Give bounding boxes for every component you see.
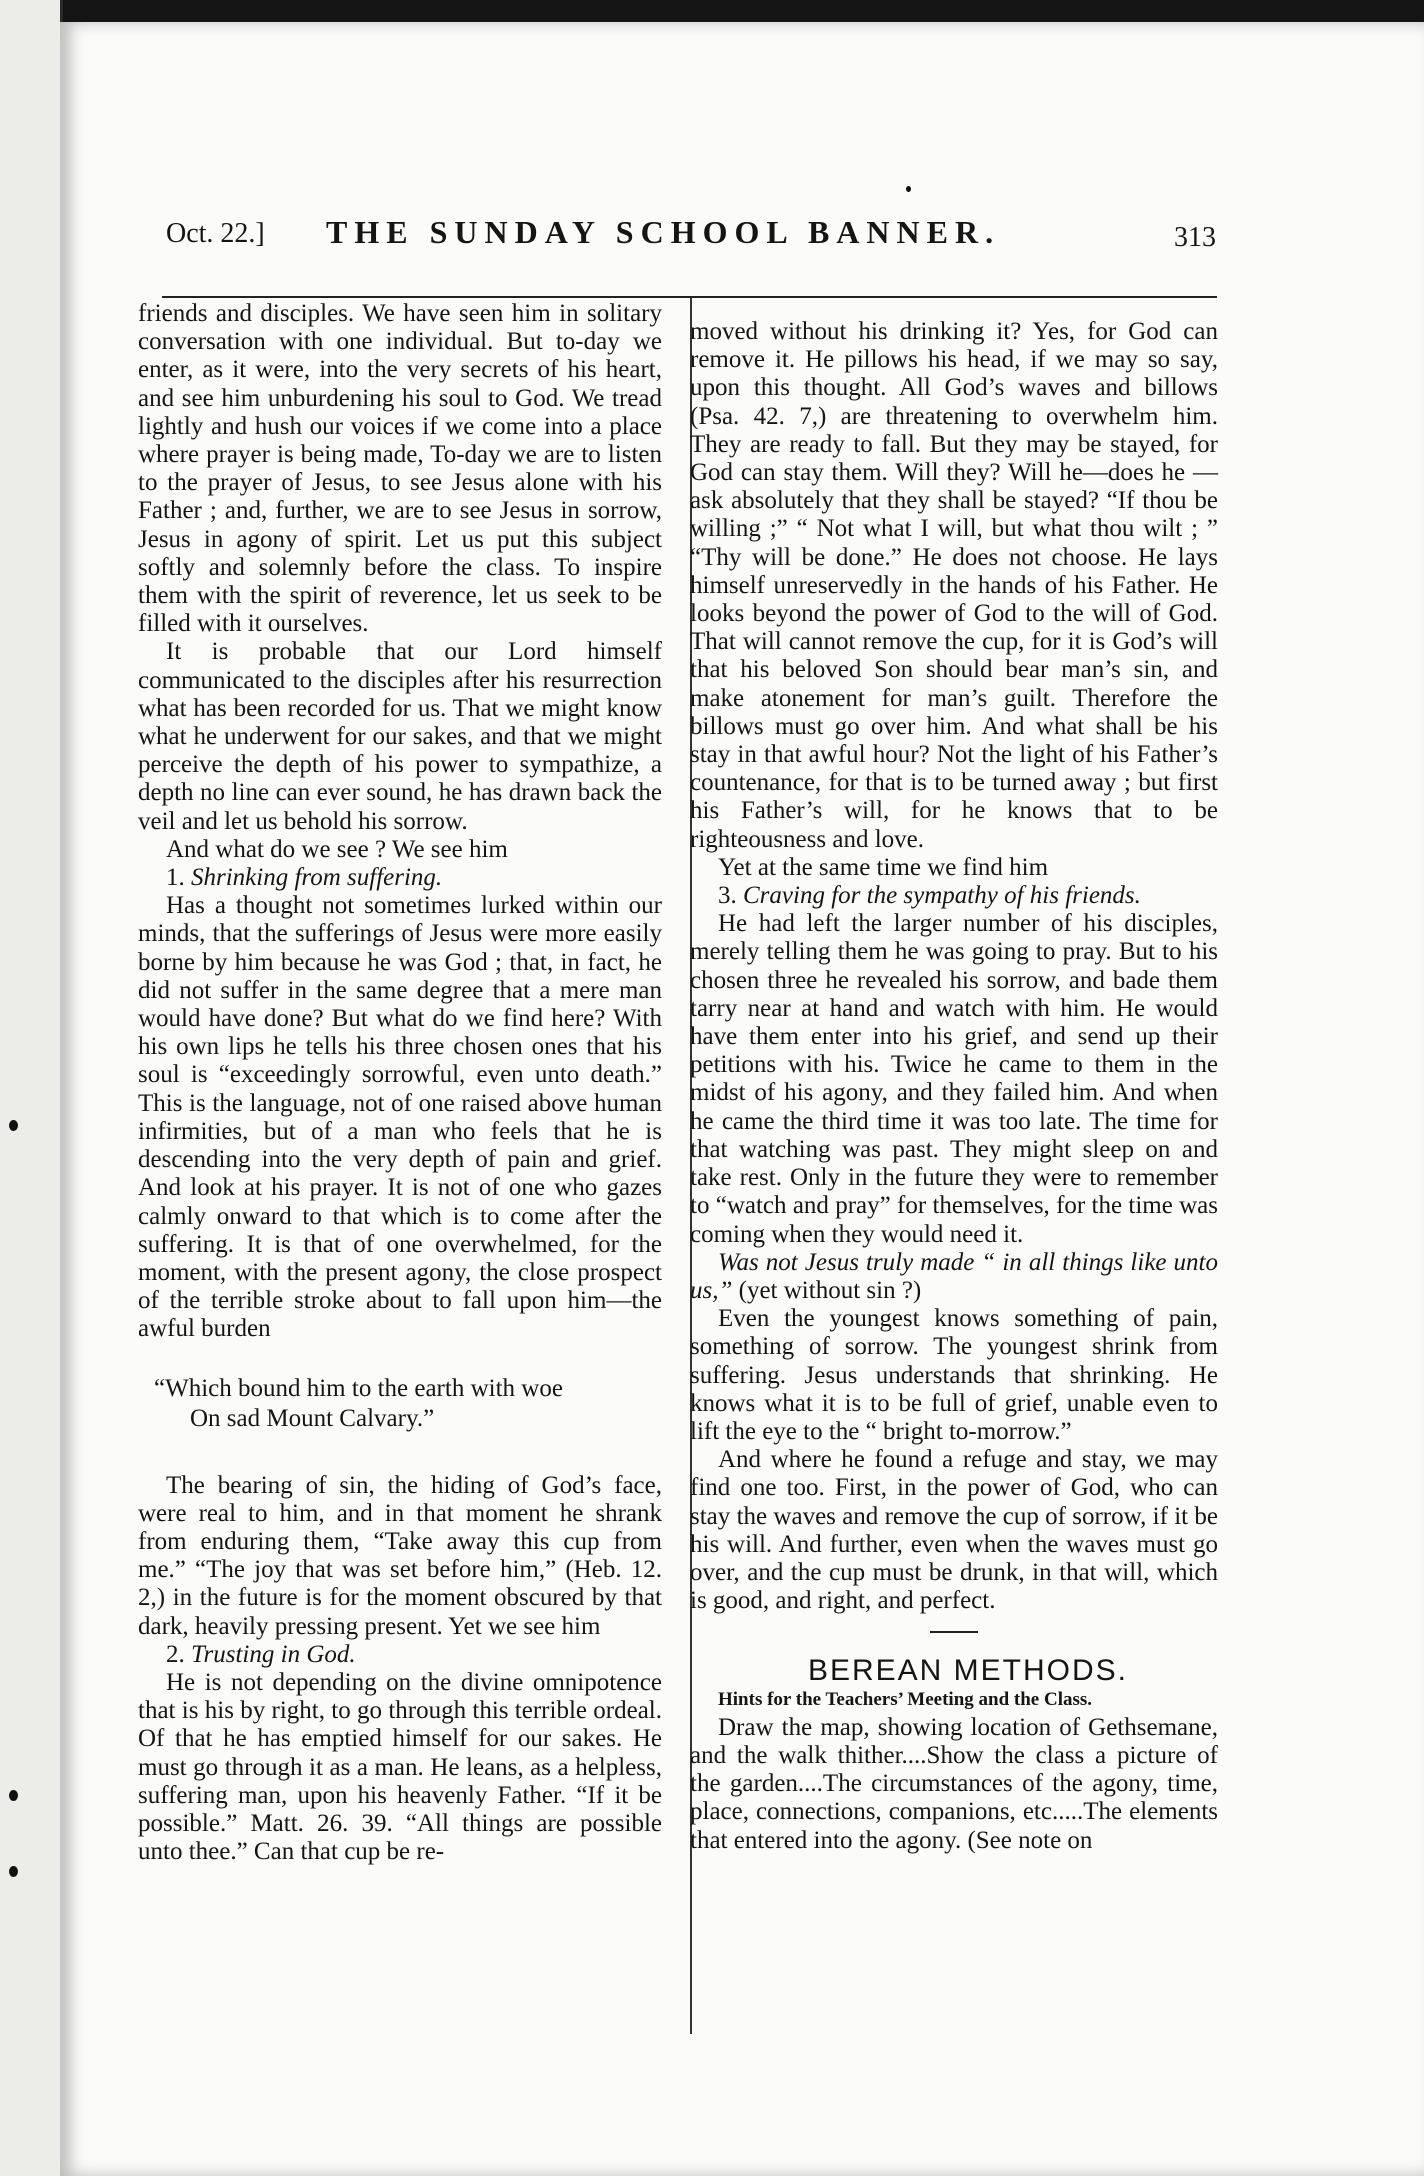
running-header [166, 210, 1216, 260]
paragraph: Has a thought not sometimes lurked within our minds, that the sufferings of Jesus were more easily borne by him because he was God ; that, in fact, he did not suffer in the same degree that a mere man would have done? But what do we find here? With his own lips he tells his three chosen ones that his soul is “exceedingly sorrowful, even unto death.” This is the language, not of one raised above human infirmities, but of a man who feels that he is descending into the very depth of pain and grief. And look at his prayer. It is not of one who gazes calmly onward to that which is to come after the suffering. It is that of one overwhelmed, for the moment, with the present agony, the close prospect of the terrible stroke about to fall upon him—the awful burden [138, 892, 662, 1343]
left-column [138, 300, 662, 1866]
paragraph [690, 1249, 1218, 1305]
section-heading [138, 864, 662, 892]
paragraph: And where he found a refuge and stay, we may find one too. First, in the power of God, who can stay the waves and remove the cup of sorrow, if it be his will. And further, even when the waves must go over, and the cup must be drunk, in that will, which is good, and right, and perfect. [690, 1446, 1218, 1615]
margin-speck [9, 1790, 18, 1801]
margin-speck [9, 1120, 18, 1131]
paragraph: Draw the map, showing location of Gethsemane, and the walk thither....Show the class a picture of the garden....The circumstances of the agony, time, place, connections, companions, etc.....The elements that entered into the agony. (See note on [690, 1713, 1218, 1854]
verse-line: “Which bound him to the earth with woe [154, 1374, 563, 1402]
heading-number: 2. [166, 1640, 185, 1668]
italic-question: Was not Jesus truly made “ in all things like unto us,” [690, 1248, 1218, 1304]
section-subtitle: Hints for the Teachers’ Meeting and the Class. [718, 1688, 1093, 1710]
paragraph: He had left the larger number of his disciples, merely telling them he was going to pray. But to his chosen three he revealed his sorrow, and bade them tarry near at hand and watch with him. He would have them enter into his grief, and send up their petitions with his. Twice he came to them in the midst of his agony, and they failed him. And when he came the third time it was too late. The time for that watching was past. They might sleep on and take rest. Only in the future they were to remember to “watch and pray” for themselves, for the time was coming when they would need it. [690, 910, 1218, 1248]
header-date: Oct. 22.] [166, 218, 265, 249]
heading-text: Shrinking from suffering. [191, 864, 443, 892]
section-heading [690, 882, 1218, 910]
right-column [690, 318, 1218, 1855]
paragraph: moved without his drinking it? Yes, for God can remove it. He pillows his head, if we may so say, upon this thought. All God’s waves and billows (Psa. 42. 7,) are threatening to overwhelm him. They are ready to fall. But they may be stayed, for God can stay them. Will they? Will he—does he —ask absolutely that they shall be stayed? “If thou be willing ;” “ Not what I will, but what thou wilt ; ” “Thy will be done.” He does not choose. He lays himself unreservedly in the hands of his Father. He looks beyond the power of God to the will of God. That will cannot remove the cup, for it is God’s will that his beloved Son should bear man’s sin, and make atonement for man’s guilt. Therefore the billows must go over him. And what shall be his stay in that awful hour? Not the light of his Father’s countenance, for that is to be turned away ; but first his Father’s will, for he knows that to be righteousness and love. [690, 318, 1218, 853]
paragraph: He is not depending on the divine omnipotence that is his by right, to go through this terrible ordeal. Of that he has emptied himself for our sakes. He must go through it as a man. He leans, as a helpless, suffering man, upon his heavenly Father. “If it be possible.” Matt. 26. 39. “All things are possible unto thee.” Can that cup be re- [138, 1668, 662, 1866]
page-number: 313 [1174, 222, 1216, 253]
paragraph: The bearing of sin, the hiding of God’s face, were real to him, and in that moment he shrank from enduring them, “Take away this cup from me.” “The joy that was set before him,” (Heb. 12. 2,) in the future is for the moment obscured by that dark, heavily pressing present. Yet we see him [138, 1471, 662, 1640]
paragraph: friends and disciples. We have seen him in solitary conversation with one individual. But to-day we enter, as it were, into the very secrets of his heart, and see him unburdening his soul to God. We tread lightly and hush our voices if we come into a place where prayer is being made, To-day we are to listen to the prayer of Jesus, to see Jesus alone with his Father ; and, further, we are to see Jesus in sorrow, Jesus in agony of spirit. Let us put this subject softly and solemnly before the class. To inspire them with the spirit of reverence, let us seek to be filled with it ourselves. [138, 300, 662, 638]
paragraph: Yet at the same time we find him [718, 853, 1049, 881]
paragraph: And what do we see ? We see him [166, 835, 508, 863]
heading-text: Trusting in God. [191, 1640, 356, 1668]
header-title: THE SUNDAY SCHOOL BANNER. [326, 214, 1001, 250]
heading-number: 3. [718, 882, 737, 910]
heading-text: Craving for the sympathy of his friends. [743, 882, 1141, 910]
margin-speck [9, 1866, 18, 1877]
section-title: BEREAN METHODS. [807, 1654, 1129, 1688]
section-heading [138, 1641, 662, 1669]
page-speck [906, 186, 911, 192]
question-tail: (yet without sin ?) [732, 1276, 922, 1304]
section-separator [930, 1631, 978, 1633]
paragraph: Even the youngest knows something of pain, something of sorrow. The youngest shrink from suffering. Jesus understands that shrinking. He knows what it is to be full of grief, unable even to lift the eye to the “ bright to-morrow.” [690, 1305, 1218, 1445]
verse-line: On sad Mount Calvary.” [190, 1404, 435, 1432]
paragraph: It is probable that our Lord himself communicated to the disciples after his resurrection what has been recorded for us. That we might know what he underwent for our sakes, and that we might perceive the depth of his power to sympathize, a depth no line can ever sound, he has drawn back the veil and let us behold his sorrow. [138, 638, 662, 835]
facing-page-edge [0, 0, 63, 2176]
quoted-verse [154, 1374, 662, 1434]
heading-number: 1. [166, 864, 185, 892]
